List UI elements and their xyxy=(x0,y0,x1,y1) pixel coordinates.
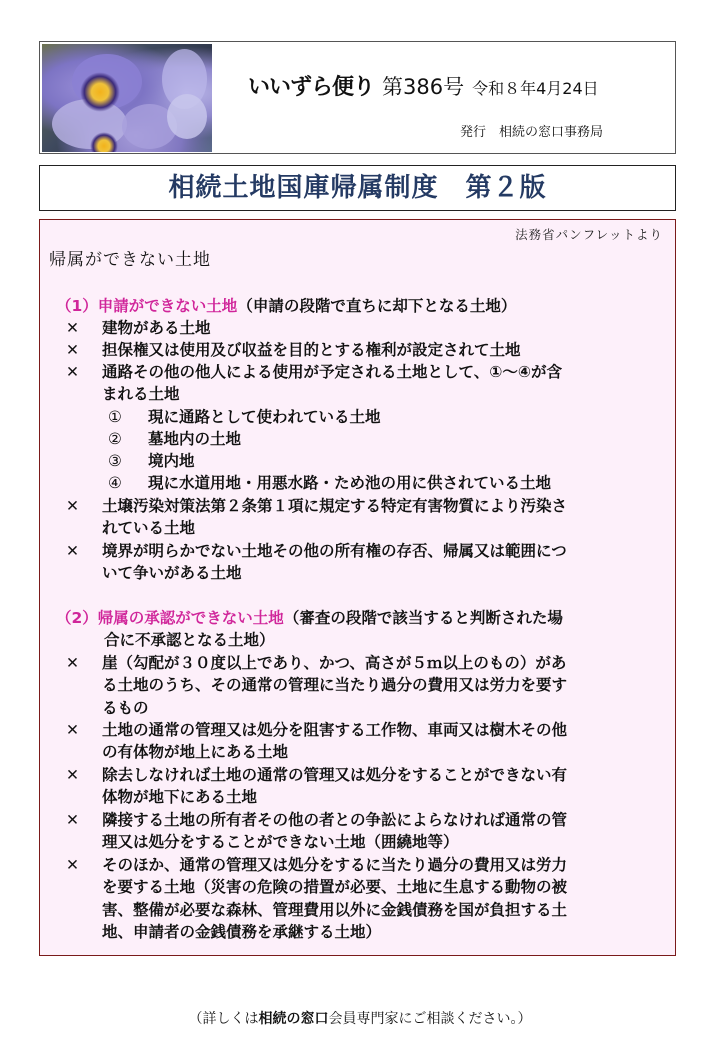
list-item: ✕ 通路その他の他人による使用が予定される土地として、①～④が含 まれる土地 xyxy=(66,363,562,404)
newsletter-brand: いいずら便り xyxy=(248,75,375,100)
list-item: ✕ 境界が明らかでない土地その他の所有権の存否、帰属又は範囲につ いて争いがある土地 xyxy=(66,542,567,583)
cross-icon: ✕ xyxy=(66,497,79,515)
issue-date: 令和８年4月24日 xyxy=(472,79,599,98)
list-item: ✕ 除去しなければ土地の通常の管理又は処分をすることができない有 体物が地下にある土地 xyxy=(66,766,568,807)
section-1-heading xyxy=(56,295,516,317)
list-item: ✕ 隣接する土地の所有者その他の者との争訟によらなければ通常の管 理又は処分をすることができない土地（囲繞地等） xyxy=(66,811,568,852)
sub-item: ③ 境内地 xyxy=(108,450,195,472)
section-2-number: （2） xyxy=(56,609,98,627)
section-2-desc-cont: 合に不承認となる土地） xyxy=(104,631,275,649)
newsletter-header xyxy=(39,41,676,154)
cross-icon: ✕ xyxy=(66,721,79,739)
circled-number: ④ xyxy=(108,474,122,492)
issue-number: 第386号 xyxy=(382,75,465,99)
cross-icon: ✕ xyxy=(66,319,79,337)
sub-item: ④ 現に水道用地・用悪水路・ため池の用に供されている土地 xyxy=(108,472,551,494)
cross-icon: ✕ xyxy=(66,363,79,381)
cross-icon: ✕ xyxy=(66,341,79,359)
lead-heading: 帰属ができない土地 xyxy=(49,250,211,270)
source-note: 法務省パンフレットより xyxy=(515,227,663,242)
list-item: ✕ 土地の通常の管理又は処分を阻害する工作物、車両又は樹木その他 の有体物が地上にある土地 xyxy=(66,721,568,762)
list-item: ✕ そのほか、通常の管理又は処分をするに当たり過分の費用又は労力 を要する土地（災害の危険の措置が必要、土地に生息する動物の被 害、整備が必要な森林、管理費用以外に金銭債務を国が負担する土 地、申請者の金銭債務を承継する土地） xyxy=(66,856,568,941)
cross-icon: ✕ xyxy=(66,856,79,874)
cross-icon: ✕ xyxy=(66,542,79,560)
pansy-photo xyxy=(42,44,212,152)
section-1-title: 申請ができない土地 xyxy=(97,297,238,315)
cross-icon: ✕ xyxy=(66,766,79,784)
circled-number: ① xyxy=(108,408,122,426)
sub-item: ② 墓地内の土地 xyxy=(108,428,241,450)
page-title: 相続土地国庫帰属制度 第２版 xyxy=(39,165,676,211)
sub-item: ① 現に通路として使われている土地 xyxy=(108,406,381,428)
list-item: ✕ 崖（勾配が３０度以上であり、かつ、高さが５ｍ以上のもの）があ る土地のうち、その通常の管理に当たり過分の費用又は労力を要す るもの xyxy=(66,654,568,717)
section-2-heading xyxy=(56,607,563,629)
footer-note: （詳しくは相続の窓口会員専門家にご相談ください。） xyxy=(188,1011,532,1027)
section-1-number: （1） xyxy=(56,297,98,315)
list-item: ✕ 土壌汚染対策法第２条第１項に規定する特定有害物質により汚染さ れている土地 xyxy=(66,497,568,538)
newsletter-title-line xyxy=(248,70,599,101)
circled-number: ② xyxy=(108,430,122,448)
list-item: ✕ 建物がある土地 xyxy=(66,317,666,339)
section-2-title: 帰属の承認ができない土地 xyxy=(97,609,284,627)
content-box xyxy=(39,219,676,956)
list-item: ✕ 担保権又は使用及び収益を目的とする権利が設定されて土地 xyxy=(66,339,666,361)
circled-number: ③ xyxy=(108,452,122,470)
cross-icon: ✕ xyxy=(66,811,79,829)
cross-icon: ✕ xyxy=(66,654,79,672)
footer-brand: 相続の窓口 xyxy=(258,1011,329,1027)
section-2-desc: （審査の段階で該当すると判断された場 xyxy=(283,609,563,627)
section-1-desc: （申請の段階で直ちに却下となる土地） xyxy=(237,297,517,315)
publisher: 発行 相続の窓口事務局 xyxy=(460,125,604,140)
